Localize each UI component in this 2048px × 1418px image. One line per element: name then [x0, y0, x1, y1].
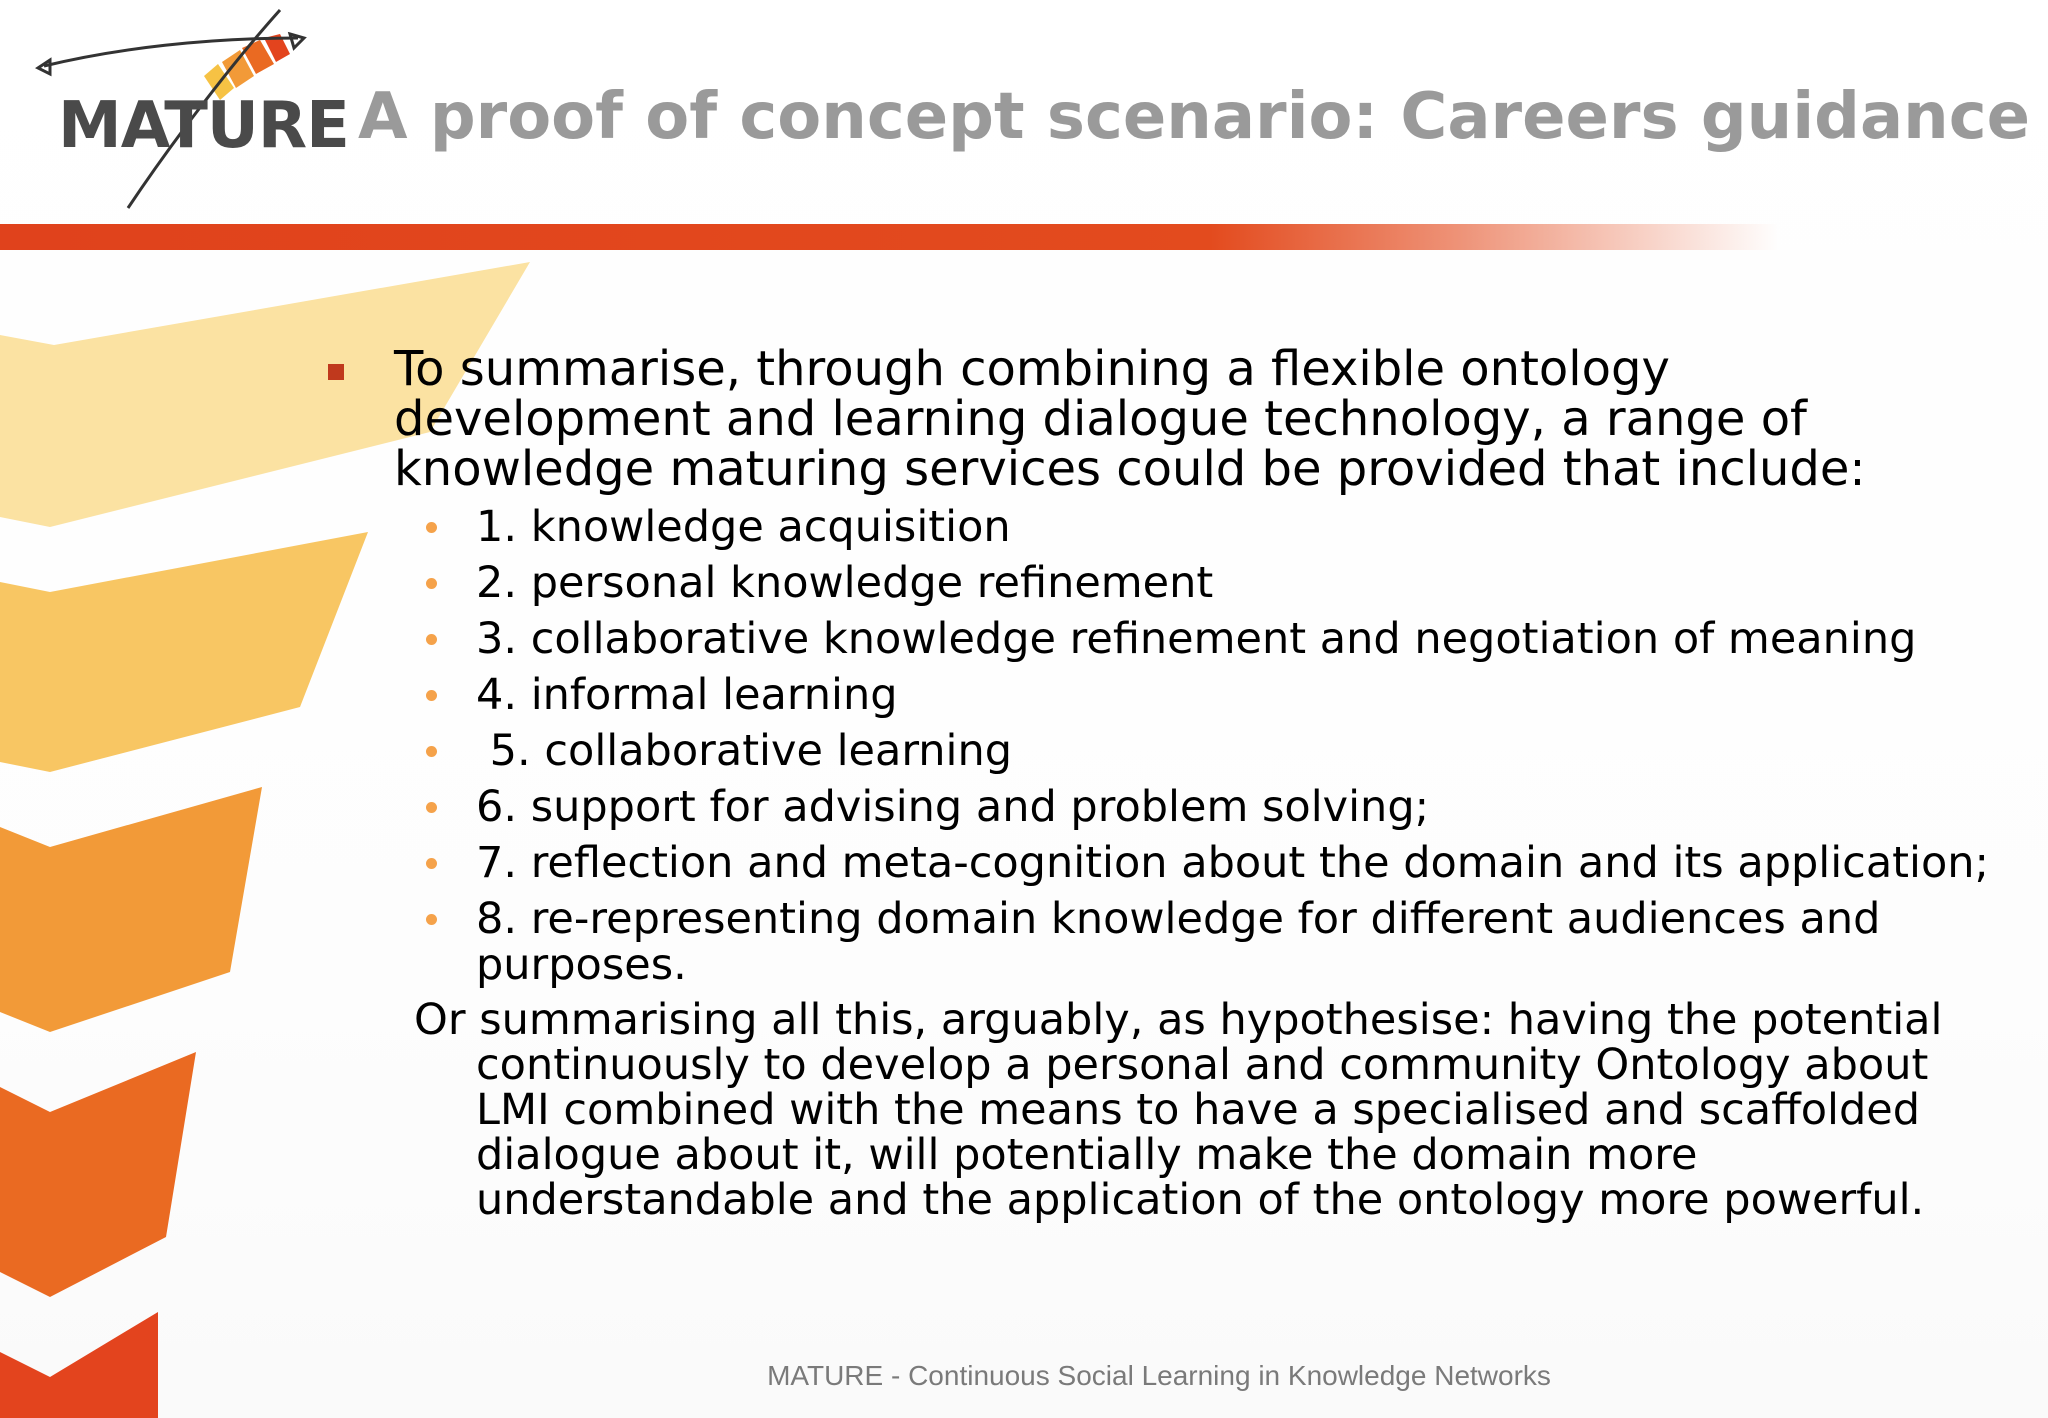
chevron-band-3	[0, 787, 262, 1032]
dot-bullet-icon	[426, 522, 437, 533]
intro-text: To summarise, through combining a flexible ontology development and learning dialogue technology, a range of knowledge maturing services could be provided that include:	[394, 341, 1866, 497]
dot-bullet-icon	[426, 578, 437, 589]
list-item	[320, 672, 2000, 718]
logo-text: MATURE	[58, 89, 349, 163]
list-item-text: 1. knowledge acquisition	[476, 502, 1011, 552]
footer-text: MATURE - Continuous Social Learning in Knowledge Networks	[767, 1360, 1551, 1391]
list-item	[320, 616, 2000, 662]
dot-bullet-icon	[426, 858, 437, 869]
summary-paragraph: Or summarising all this, arguably, as hypothesise: having the potential continuously to develop a personal and community Ontology about LMI combined with the means to have a specialised and scaffolded dialogue about it, will potentially make the domain more understandable and the application of the ontology more powerful.	[414, 995, 1943, 1225]
dot-bullet-icon	[426, 690, 437, 701]
slide-title: A proof of concept scenario: Careers guidance	[358, 80, 2031, 154]
list-item	[320, 560, 2000, 606]
mature-logo	[28, 8, 349, 218]
header-divider	[0, 224, 1780, 250]
list-item-text: 3. collaborative knowledge refinement and negotiation of meaning	[476, 614, 1917, 664]
list-item	[320, 784, 2000, 830]
square-bullet-icon	[328, 364, 344, 380]
chevron-band-2	[0, 532, 368, 772]
slide-content	[320, 341, 2000, 1225]
dot-bullet-icon	[426, 634, 437, 645]
list-item-text: 8. re-representing domain knowledge for different audiences and purposes.	[476, 894, 1881, 990]
dot-bullet-icon	[426, 914, 437, 925]
list-item-text: 7. reflection and meta-cognition about the domain and its application;	[476, 838, 1990, 888]
list-item-text: 4. informal learning	[476, 670, 898, 720]
list-item-text: 6. support for advising and problem solving;	[476, 782, 1430, 832]
dot-bullet-icon	[426, 746, 437, 757]
dot-bullet-icon	[426, 802, 437, 813]
chevron-band-4	[0, 1052, 196, 1297]
list-item	[320, 728, 2000, 774]
services-list	[320, 504, 2000, 988]
list-item-text: 5. collaborative learning	[476, 726, 1012, 776]
list-item	[320, 896, 2000, 988]
list-item	[320, 840, 2000, 886]
list-item	[320, 504, 2000, 550]
list-item-text: 2. personal knowledge refinement	[476, 558, 1214, 608]
intro-paragraph	[320, 341, 2000, 497]
